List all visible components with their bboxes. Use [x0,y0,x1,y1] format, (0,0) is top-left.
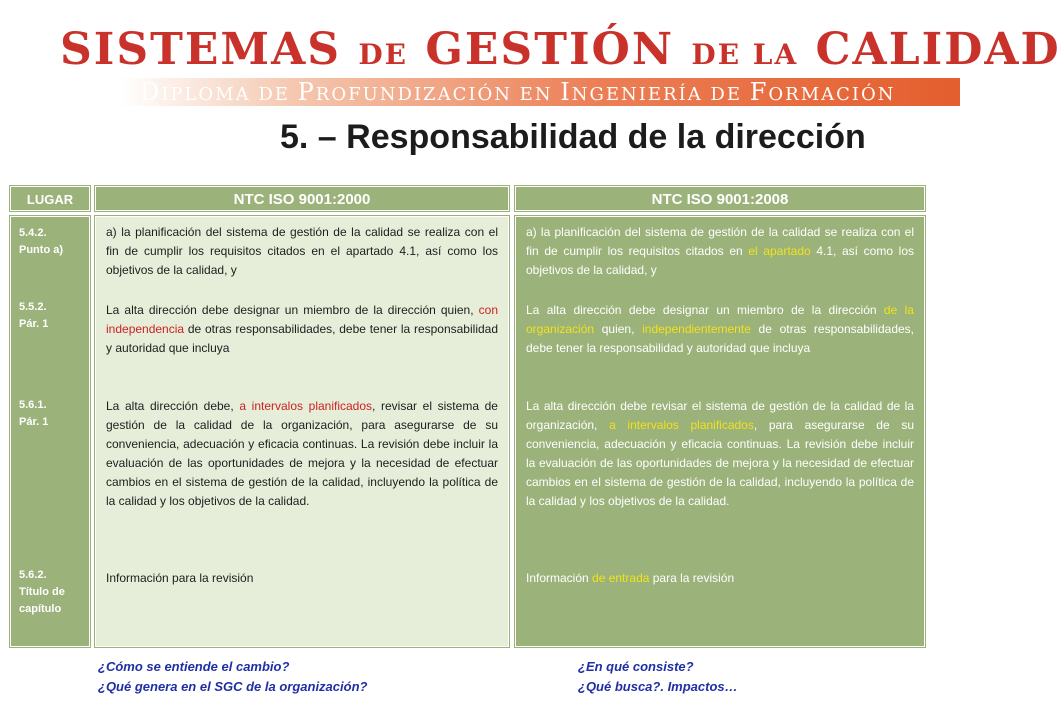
footer-question: ¿Qué busca?. Impactos… [578,679,738,694]
footer-question: ¿En qué consiste? [578,659,694,674]
iso-2008-paragraph [526,397,914,511]
iso-2000-paragraph [106,569,498,588]
text-span: quien, [594,322,643,336]
lugar-line: 5.6.2. [19,569,47,581]
subtitle-cap: D [140,78,162,106]
header-title-word: DE LA [691,38,799,71]
iso-2008-paragraph [526,569,914,588]
footer-questions-left [98,657,367,697]
header-title-word: GESTIÓN [425,24,675,75]
iso-2000-paragraph [106,223,498,280]
lugar-item [19,225,89,259]
iso-2000-paragraph [106,397,498,511]
text-span: a) la planificación del sistema de gestión de la calidad se realiza con el fin de cumplir los requisitos citados en [526,225,914,258]
lugar-line: Punto a) [19,244,63,256]
subtitle-cap: F [749,78,769,106]
lugar-item [19,299,89,333]
text-span: , revisar el sistema de gestión de la calidad de la organización, para asegurarse de su conveniencia, adecuación y eficacia continuas. La revisión debe incluir la evaluación de las oportunidades de mejora y la necesidad de efectuar cambios en el sistema de gestión de la calidad, incluyendo la política de la calidad y los objetivos de la calidad. [106,399,498,508]
subtitle-part: IPLOMA DE [161,84,298,105]
lugar-line: 5.4.2. [19,227,47,239]
lugar-line: capítulo [19,603,62,615]
text-span: a) la planificación del sistema de gestión de la calidad se realiza con el fin de cumplir los requisitos citados en el apartado 4.1, así como los objetivos de la calidad, y [106,225,498,277]
changed-text: a intervalos planificados [609,418,754,432]
changed-text: independientemente [642,322,751,336]
iso-2000-paragraph [106,301,498,358]
text-span: 4.1, así como los objetivos de la calidad, y [526,244,914,277]
text-span: Información para la revisión [106,571,254,585]
lugar-column [10,216,90,647]
text-span: La alta dirección debe revisar el sistema de gestión de la calidad de la organización, [526,399,914,432]
text-span: Información [526,571,593,585]
lugar-line: Pár. 1 [19,318,49,330]
column-header-iso-2000: NTC ISO 9001:2000 [95,186,509,211]
changed-text: de la organización [526,303,914,336]
header-subtitle [140,78,896,106]
lugar-line: 5.6.1. [19,399,47,411]
changed-text: de entrada [592,571,650,585]
text-span: para la revisión [649,571,735,585]
iso-2008-paragraph [526,223,914,280]
changed-text: el apartado [748,244,811,258]
text-span: La alta dirección debe designar un miembro de la dirección quien, [106,303,479,317]
lugar-line: 5.5.2. [19,301,47,313]
footer-question: ¿Cómo se entiende el cambio? [98,659,290,674]
lugar-line: Título de [19,586,65,598]
text-span: de otras responsabilidades, debe tener la responsabilidad y autoridad que incluya [526,322,914,355]
header-title-word: CALIDAD [815,24,1061,75]
iso-2008-column [515,216,925,647]
header-title-word: DE [358,38,408,71]
footer-question: ¿Qué genera en el SGC de la organización? [98,679,368,694]
lugar-item [19,567,89,618]
text-span: de otras responsabilidades, debe tener la responsabilidad y autoridad que incluya [106,322,498,355]
text-span: La alta dirección debe, [106,399,240,413]
iso-2000-column [95,216,509,647]
subtitle-cap: P [297,78,316,106]
footer-questions-right [578,657,738,697]
subtitle-cap: I [560,78,572,106]
text-span: , para asegurarse de su conveniencia, adecuación y eficacia continuas. La revisión debe incluir la evaluación de las oportunidades de mejora y la necesidad de efectuar cambios en el sistema de gestión de la calidad, incluyendo la política de la calidad y los objetivos de la calidad. [526,418,915,508]
subtitle-part: NGENIERÍA DE [571,84,750,105]
page-title: 5. – Responsabilidad de la dirección [280,118,866,156]
header-title [60,24,1061,75]
lugar-line: Pár. 1 [19,416,49,428]
subtitle-part: ROFUNDIZACIÓN EN [315,84,561,105]
column-header-iso-2008: NTC ISO 9001:2008 [515,186,925,211]
iso-2008-paragraph [526,301,914,358]
column-header-lugar: LUGAR [10,186,90,211]
changed-text: a intervalos planificados [239,399,373,413]
lugar-item [19,397,89,431]
header-title-word: SISTEMAS [60,24,342,75]
text-span: La alta dirección debe designar un miembro de la dirección [526,303,884,317]
changed-text: con independencia [106,303,498,336]
subtitle-part: ORMACIÓN [768,84,896,105]
